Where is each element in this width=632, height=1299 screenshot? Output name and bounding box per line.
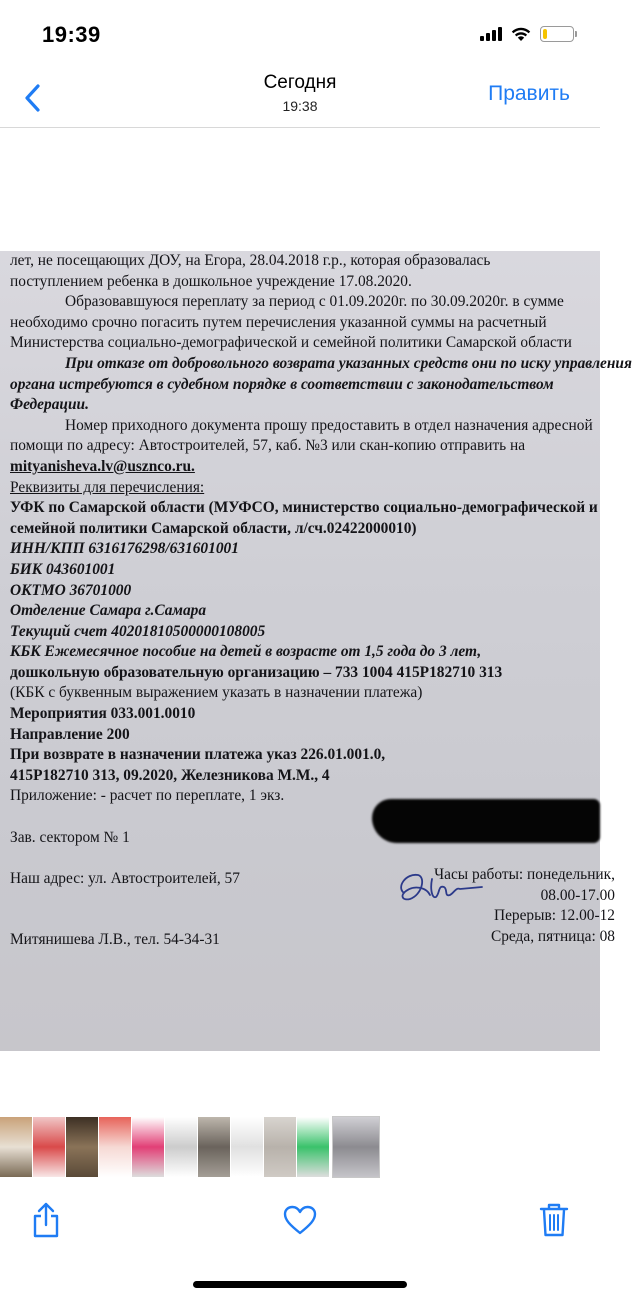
redaction-blot <box>372 799 600 843</box>
photo-viewer[interactable] <box>0 129 632 1114</box>
document-line: УФК по Самарской области (МУФСО, министерство социально-демографической и <box>10 499 598 517</box>
battery-level <box>543 29 547 39</box>
working-hours-line: Среда, пятница: 08 <box>490 927 615 945</box>
signature-image <box>392 865 492 915</box>
document-line: При отказе от добровольного возврата указанных средств они по иску управления <box>65 354 632 372</box>
favorite-button[interactable] <box>278 1198 322 1242</box>
cellular-signal-icon <box>480 27 502 41</box>
thumb-photo-2[interactable] <box>33 1117 65 1177</box>
document-line: Образовавшуюся переплату за период с 01.09.2020г. по 30.09.2020г. в сумме <box>65 293 564 311</box>
document-line: поступлением ребенка в дошкольное учреждение 17.08.2020. <box>10 272 412 290</box>
document-line: ОКТМО 36701000 <box>10 581 132 599</box>
document-line: Направление 200 <box>10 725 130 743</box>
document-line: дошкольную образовательную организацию – 733 1004 415Р182710 313 <box>10 663 503 681</box>
document-line: mityanisheva.lv@usznco.ru. <box>10 457 195 475</box>
document-photo[interactable] <box>0 251 632 1051</box>
home-indicator[interactable] <box>193 1281 407 1288</box>
document-line: Мероприятия 033.001.0010 <box>10 705 196 723</box>
status-bar <box>0 0 600 70</box>
share-icon <box>30 1201 62 1239</box>
nav-subtitle: 19:38 <box>282 98 318 114</box>
document-line: лет, не посещающих ДОУ, на Егора, 28.04.2018 г.р., которая образовалась <box>10 252 491 269</box>
thumb-photo-3[interactable] <box>66 1117 98 1177</box>
trash-icon <box>538 1202 570 1238</box>
delete-button[interactable] <box>532 1198 576 1242</box>
document-text <box>10 251 632 948</box>
document-line: БИК 043601001 <box>10 560 116 578</box>
thumb-screenshot-3[interactable] <box>231 1117 263 1177</box>
document-line: При возврате в назначении платежа указ 226.01.001.0, <box>10 746 386 764</box>
document-line: Министерства социально-демографической и семейной политики Самарской области <box>10 334 572 352</box>
bottom-toolbar <box>0 1180 600 1299</box>
edit-button[interactable]: Править <box>488 82 570 105</box>
working-hours-line: Часы работы: понедельник, <box>434 866 615 883</box>
thumb-photo-7-current[interactable] <box>333 1117 379 1177</box>
document-line: Зав. сектором № 1 <box>10 828 130 846</box>
document-line: семейной политики Самарской области, л/сч.02422000010) <box>10 519 417 537</box>
footer-contact: Митянишева Л.В., тел. 54-34-31 <box>10 930 220 948</box>
document-line: Федерации. <box>10 396 89 414</box>
thumb-screenshot-2[interactable] <box>165 1117 197 1177</box>
nav-title: Сегодня <box>263 72 337 93</box>
document-line: Приложение: - расчет по переплате, 1 экз. <box>10 787 285 805</box>
share-button[interactable] <box>24 1198 68 1242</box>
document-line: Текущий счет 40201810500000108005 <box>10 622 266 640</box>
working-hours-line: 08.00-17.00 <box>540 886 615 904</box>
thumb-screenshot-4[interactable] <box>297 1117 329 1177</box>
document-line: КБК Ежемесячное пособие на детей в возрасте от 1,5 года до 3 лет, <box>10 643 482 661</box>
thumbnail-strip[interactable] <box>0 1114 600 1180</box>
battery-icon <box>540 26 574 42</box>
document-line: помощи по адресу: Автостроителей, 57, каб. №3 или скан-копию отправить на <box>10 437 526 455</box>
status-time: 19:39 <box>42 22 101 47</box>
thumb-photo-6[interactable] <box>264 1117 296 1177</box>
document-line: (КБК с буквенным выражением указать в назначении платежа) <box>10 684 423 702</box>
document-line: Реквизиты для перечисления: <box>10 478 205 496</box>
document-line: 415Р182710 313, 09.2020, Железникова М.М., 4 <box>10 766 330 784</box>
thumb-photo-4[interactable] <box>99 1117 131 1177</box>
document-line: органа истребуются в судебном порядке в соответствии с законодательством <box>10 375 554 393</box>
status-icons <box>480 26 574 42</box>
document-line: Наш адрес: ул. Автостроителей, 57 <box>10 869 240 887</box>
document-line: Номер приходного документа прошу предоставить в отдел назначения адресной <box>65 416 593 434</box>
wifi-icon <box>510 26 532 42</box>
working-hours-line: Перерыв: 12.00-12 <box>493 907 615 925</box>
thumb-screenshot-1[interactable] <box>132 1117 164 1177</box>
heart-icon <box>282 1204 318 1236</box>
navigation-bar <box>0 70 600 128</box>
thumb-photo-1[interactable] <box>0 1117 32 1177</box>
document-line: необходимо срочно погасить путем перечисления указанной суммы на расчетный <box>10 313 547 331</box>
document-line: Отделение Самара г.Самара <box>10 602 207 620</box>
document-line: ИНН/КПП 6316176298/631601001 <box>10 540 239 558</box>
thumb-photo-5[interactable] <box>198 1117 230 1177</box>
